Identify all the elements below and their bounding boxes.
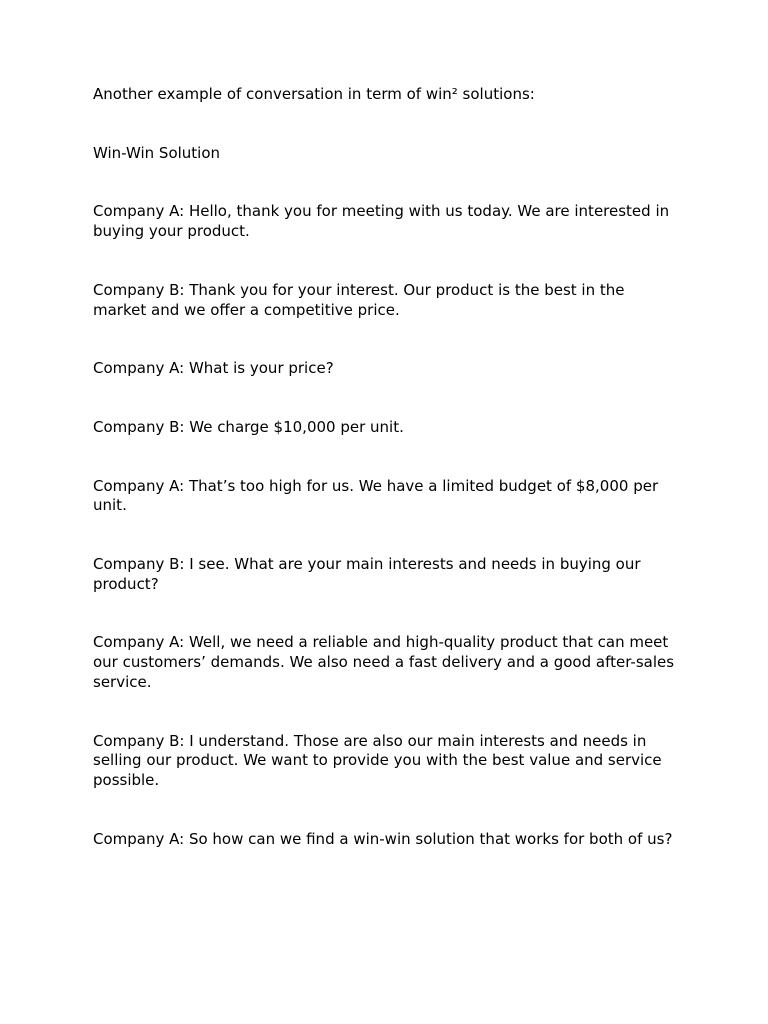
dialogue-line: Company B: I understand. Those are also our main interests and needs in selling our product. We want to provide you with the best value and service possible. xyxy=(93,731,662,789)
dialogue-line: Company B: I see. What are your main interests and needs in buying our product? xyxy=(93,555,641,593)
dialogue-line: Company A: That’s too high for us. We have a limited budget of $8,000 per unit. xyxy=(93,476,659,515)
dialogue-line: Company A: Hello, thank you for meeting with us today. We are interested in buying your product. xyxy=(93,202,670,241)
dialogue-line: Company B: We charge $10,000 per unit. xyxy=(93,417,404,436)
document-page xyxy=(93,85,678,888)
dialogue-line: Company A: So how can we find a win-win solution that works for both of us? xyxy=(93,829,673,848)
dialogue-line: Company A: Well, we need a reliable and high-quality product that can meet our customers’ demands. We also need a fast delivery and a good after-sales service. xyxy=(93,633,675,691)
intro-paragraph: Another example of conversation in term of win² solutions: xyxy=(93,85,535,103)
section-heading: Win-Win Solution xyxy=(93,143,221,162)
dialogue-line: Company A: What is your price? xyxy=(93,359,334,378)
dialogue-line: Company B: Thank you for your interest. Our product is the best in the market and we offer a competitive price. xyxy=(93,280,625,319)
